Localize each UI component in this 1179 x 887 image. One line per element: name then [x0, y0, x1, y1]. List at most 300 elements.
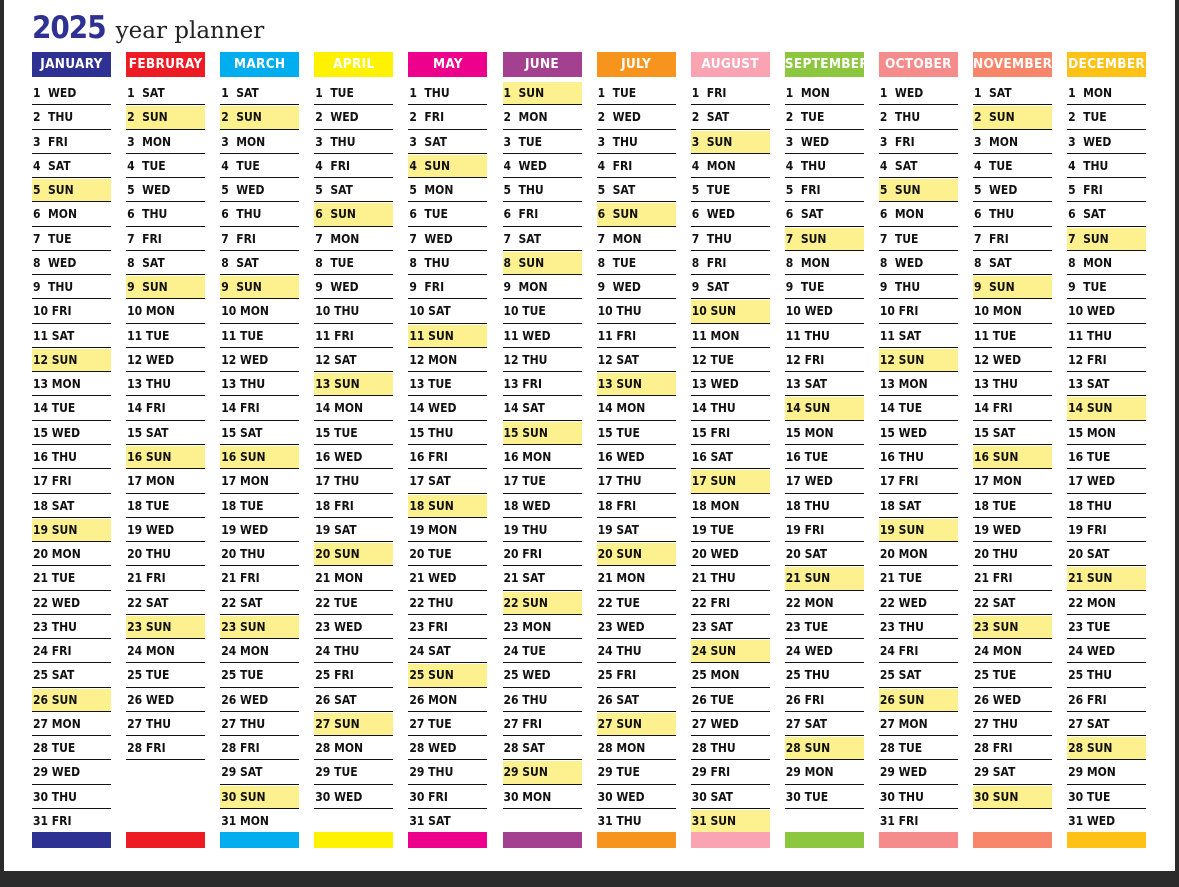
day-row: 25 MON	[691, 664, 770, 687]
day-row: 24 THU	[314, 640, 393, 663]
day-row: 7 FRI	[973, 228, 1052, 251]
day-row: 6 SUN	[314, 203, 393, 226]
day-row: 18 TUE	[220, 495, 299, 518]
day-row: 15 FRI	[691, 422, 770, 445]
day-row: 3 TUE	[503, 131, 582, 154]
day-row: 28 SUN	[1067, 737, 1146, 760]
day-row: 25 THU	[785, 664, 864, 687]
day-row: 24 SAT	[408, 640, 487, 663]
day-row: 1 MON	[1067, 82, 1146, 105]
day-row: 4 THU	[1067, 155, 1146, 178]
day-list	[126, 82, 205, 760]
day-row: 4 TUE	[220, 155, 299, 178]
day-row: 23 WED	[597, 616, 676, 639]
day-row: 2 SUN	[126, 106, 205, 129]
day-row: 11 SUN	[408, 325, 487, 348]
day-row: 11 TUE	[220, 325, 299, 348]
day-row: 20 THU	[126, 543, 205, 566]
day-row: 20 THU	[220, 543, 299, 566]
day-row: 1 WED	[879, 82, 958, 105]
day-row: 21 FRI	[126, 567, 205, 590]
day-row: 22 SAT	[126, 592, 205, 615]
day-row: 3 FRI	[879, 131, 958, 154]
day-row: 31 FRI	[32, 810, 111, 833]
day-row: 12 THU	[503, 349, 582, 372]
day-row: 24 WED	[785, 640, 864, 663]
day-row: 22 MON	[1067, 592, 1146, 615]
day-row: 27 SUN	[314, 713, 393, 736]
day-row: 14 SUN	[1067, 397, 1146, 420]
day-row: 10 WED	[1067, 300, 1146, 323]
day-row: 7 WED	[408, 228, 487, 251]
day-row: 10 FRI	[879, 300, 958, 323]
day-row: 27 THU	[126, 713, 205, 736]
day-row: 5 WED	[973, 179, 1052, 202]
day-row: 8 TUE	[597, 252, 676, 275]
day-row: 10 MON	[126, 300, 205, 323]
day-row: 19 THU	[503, 519, 582, 542]
day-row: 26 SUN	[879, 689, 958, 712]
day-row: 22 SUN	[503, 592, 582, 615]
day-row: 6 WED	[691, 203, 770, 226]
month-column-march	[220, 52, 299, 834]
day-row: 19 SUN	[879, 519, 958, 542]
day-row: 23 THU	[32, 616, 111, 639]
day-row: 4 FRI	[314, 155, 393, 178]
day-row: 23 SUN	[220, 616, 299, 639]
day-row: 1 THU	[408, 82, 487, 105]
day-row: 9 THU	[32, 276, 111, 299]
day-row: 31 THU	[597, 810, 676, 833]
day-row: 25 WED	[503, 664, 582, 687]
day-row: 16 SUN	[220, 446, 299, 469]
day-row: 9 WED	[597, 276, 676, 299]
day-row: 6 THU	[126, 203, 205, 226]
day-row: 15 WED	[879, 422, 958, 445]
day-row: 30 WED	[597, 786, 676, 809]
day-row: 28 THU	[691, 737, 770, 760]
day-row: 4 TUE	[973, 155, 1052, 178]
day-row: 16 FRI	[408, 446, 487, 469]
day-row: 6 SAT	[1067, 203, 1146, 226]
day-row: 1 SAT	[220, 82, 299, 105]
day-row: 26 SUN	[32, 689, 111, 712]
month-header: MAY	[408, 52, 487, 77]
day-row: 2 WED	[597, 106, 676, 129]
day-row: 29 THU	[408, 761, 487, 784]
day-row: 20 MON	[32, 543, 111, 566]
day-row: 30 SUN	[973, 786, 1052, 809]
month-footer-bar	[597, 832, 676, 848]
month-footer-bar	[1067, 832, 1146, 848]
day-row: 29 SUN	[503, 761, 582, 784]
day-row: 12 WED	[973, 349, 1052, 372]
day-row: 6 MON	[879, 203, 958, 226]
day-row: 30 THU	[32, 786, 111, 809]
day-row: 24 SUN	[691, 640, 770, 663]
day-row: 23 TUE	[785, 616, 864, 639]
day-row: 12 SAT	[314, 349, 393, 372]
day-row: 2 THU	[32, 106, 111, 129]
day-row: 4 TUE	[126, 155, 205, 178]
day-row: 27 SAT	[1067, 713, 1146, 736]
day-row: 15 MON	[785, 422, 864, 445]
month-footer-bar	[691, 832, 770, 848]
day-row: 2 THU	[879, 106, 958, 129]
day-row: 30 WED	[314, 786, 393, 809]
day-row: 17 THU	[597, 470, 676, 493]
day-row: 30 THU	[879, 786, 958, 809]
day-row: 23 THU	[879, 616, 958, 639]
day-row: 27 MON	[879, 713, 958, 736]
day-row: 13 SUN	[597, 373, 676, 396]
day-row: 11 THU	[1067, 325, 1146, 348]
day-row: 21 MON	[597, 567, 676, 590]
month-footer-bar	[220, 832, 299, 848]
day-row: 7 SUN	[785, 228, 864, 251]
day-row: 4 MON	[691, 155, 770, 178]
day-row: 24 FRI	[32, 640, 111, 663]
day-row: 27 TUE	[408, 713, 487, 736]
day-row: 30 TUE	[1067, 786, 1146, 809]
day-row: 3 SUN	[691, 131, 770, 154]
day-row: 14 THU	[691, 397, 770, 420]
day-row: 6 THU	[973, 203, 1052, 226]
day-row: 5 TUE	[691, 179, 770, 202]
day-row: 24 THU	[597, 640, 676, 663]
day-row: 28 SAT	[503, 737, 582, 760]
day-row: 11 FRI	[314, 325, 393, 348]
day-row: 10 SAT	[408, 300, 487, 323]
day-row: 7 TUE	[32, 228, 111, 251]
day-row: 20 SUN	[597, 543, 676, 566]
day-row: 12 SUN	[879, 349, 958, 372]
day-row: 12 WED	[220, 349, 299, 372]
day-list	[691, 82, 770, 833]
day-row: 28 MON	[314, 737, 393, 760]
day-list	[314, 82, 393, 809]
month-footer-bar	[126, 832, 205, 848]
day-row: 21 WED	[408, 567, 487, 590]
day-row: 30 MON	[503, 786, 582, 809]
day-list	[220, 82, 299, 833]
day-row: 14 WED	[408, 397, 487, 420]
day-row: 2 FRI	[408, 106, 487, 129]
day-row: 26 MON	[408, 689, 487, 712]
day-row: 15 SAT	[126, 422, 205, 445]
day-row: 13 WED	[691, 373, 770, 396]
day-row: 20 SAT	[785, 543, 864, 566]
day-row: 31 MON	[220, 810, 299, 833]
day-row: 8 SAT	[973, 252, 1052, 275]
month-header: FEBRURAY	[126, 52, 205, 77]
day-row: 23 MON	[503, 616, 582, 639]
day-row: 18 THU	[1067, 495, 1146, 518]
day-row: 5 WED	[126, 179, 205, 202]
day-row: 14 TUE	[879, 397, 958, 420]
day-row: 17 SAT	[408, 470, 487, 493]
day-row: 25 THU	[1067, 664, 1146, 687]
day-row: 17 FRI	[32, 470, 111, 493]
day-row: 5 SAT	[597, 179, 676, 202]
day-row: 23 FRI	[408, 616, 487, 639]
day-row: 10 MON	[973, 300, 1052, 323]
day-row: 5 MON	[408, 179, 487, 202]
day-row: 19 MON	[408, 519, 487, 542]
day-row: 18 FRI	[314, 495, 393, 518]
day-row: 28 SUN	[785, 737, 864, 760]
day-row: 16 TUE	[1067, 446, 1146, 469]
month-footer-bar	[503, 832, 582, 848]
day-row: 4 FRI	[597, 155, 676, 178]
day-row: 11 MON	[691, 325, 770, 348]
day-row: 16 WED	[314, 446, 393, 469]
day-row: 7 FRI	[126, 228, 205, 251]
day-row: 28 FRI	[973, 737, 1052, 760]
month-column-september	[784, 52, 870, 810]
day-row: 14 FRI	[973, 397, 1052, 420]
day-row: 25 TUE	[126, 664, 205, 687]
day-row: 27 MON	[32, 713, 111, 736]
day-row: 25 SAT	[879, 664, 958, 687]
day-row: 12 SUN	[32, 349, 111, 372]
day-row: 19 SUN	[32, 519, 111, 542]
day-row: 26 THU	[503, 689, 582, 712]
day-row: 3 MON	[220, 131, 299, 154]
day-row: 9 SUN	[126, 276, 205, 299]
day-row: 10 SUN	[691, 300, 770, 323]
day-row: 3 THU	[597, 131, 676, 154]
day-row: 8 SAT	[220, 252, 299, 275]
day-row: 8 TUE	[314, 252, 393, 275]
day-row: 18 TUE	[126, 495, 205, 518]
day-row: 19 FRI	[1067, 519, 1146, 542]
day-list	[408, 82, 487, 833]
day-row: 3 WED	[785, 131, 864, 154]
day-row: 11 SAT	[879, 325, 958, 348]
day-row: 5 SAT	[314, 179, 393, 202]
planner-title	[32, 10, 264, 50]
day-row: 19 FRI	[785, 519, 864, 542]
day-row: 25 SAT	[32, 664, 111, 687]
day-row: 31 WED	[1067, 810, 1146, 833]
day-row: 31 SUN	[691, 810, 770, 833]
month-header: OCTOBER	[879, 52, 958, 77]
day-row: 17 WED	[1067, 470, 1146, 493]
day-row: 29 SAT	[973, 761, 1052, 784]
day-row: 10 WED	[785, 300, 864, 323]
day-row: 17 TUE	[503, 470, 582, 493]
day-row: 16 THU	[879, 446, 958, 469]
day-row: 27 WED	[691, 713, 770, 736]
day-row: 31 FRI	[879, 810, 958, 833]
day-row: 6 SUN	[597, 203, 676, 226]
day-row: 24 FRI	[879, 640, 958, 663]
day-row: 30 FRI	[408, 786, 487, 809]
month-column-june	[503, 52, 582, 810]
day-row: 2 SUN	[220, 106, 299, 129]
month-header: APRIL	[314, 52, 393, 77]
day-row: 26 FRI	[785, 689, 864, 712]
day-row: 4 WED	[503, 155, 582, 178]
day-row: 20 SAT	[1067, 543, 1146, 566]
day-row: 15 THU	[408, 422, 487, 445]
day-row: 9 SAT	[691, 276, 770, 299]
day-row: 19 WED	[126, 519, 205, 542]
day-row: 13 SAT	[785, 373, 864, 396]
day-row: 29 MON	[1067, 761, 1146, 784]
day-row: 12 FRI	[1067, 349, 1146, 372]
day-list	[503, 82, 582, 809]
month-footer-bar	[785, 832, 864, 848]
day-row: 26 SAT	[314, 689, 393, 712]
day-row: 4 SAT	[32, 155, 111, 178]
day-row: 6 MON	[32, 203, 111, 226]
day-row: 18 WED	[503, 495, 582, 518]
day-row: 21 SUN	[785, 567, 864, 590]
day-row: 17 MON	[126, 470, 205, 493]
day-row: 14 SUN	[785, 397, 864, 420]
day-row: 5 THU	[503, 179, 582, 202]
day-row: 21 FRI	[220, 567, 299, 590]
day-row: 9 THU	[879, 276, 958, 299]
day-row: 4 THU	[785, 155, 864, 178]
day-row: 24 MON	[973, 640, 1052, 663]
day-row: 2 SUN	[973, 106, 1052, 129]
day-row: 7 TUE	[879, 228, 958, 251]
day-row: 16 MON	[503, 446, 582, 469]
month-header: MARCH	[220, 52, 299, 77]
day-row: 15 TUE	[597, 422, 676, 445]
day-row: 16 TUE	[785, 446, 864, 469]
day-row: 1 MON	[785, 82, 864, 105]
day-row: 28 MON	[597, 737, 676, 760]
day-row: 8 THU	[408, 252, 487, 275]
day-row: 28 FRI	[220, 737, 299, 760]
month-column-februray	[126, 52, 205, 761]
month-column-november	[973, 52, 1052, 810]
day-row: 5 SUN	[32, 179, 111, 202]
day-row: 25 FRI	[314, 664, 393, 687]
day-row: 3 FRI	[32, 131, 111, 154]
day-row: 8 FRI	[691, 252, 770, 275]
day-row: 1 TUE	[314, 82, 393, 105]
day-row: 15 SAT	[220, 422, 299, 445]
day-row: 7 SAT	[503, 228, 582, 251]
day-row: 8 WED	[879, 252, 958, 275]
day-row: 19 SAT	[597, 519, 676, 542]
day-row: 27 THU	[973, 713, 1052, 736]
day-row: 20 MON	[879, 543, 958, 566]
day-row: 24 MON	[220, 640, 299, 663]
day-row: 27 SUN	[597, 713, 676, 736]
day-row: 15 TUE	[314, 422, 393, 445]
day-row: 23 SUN	[973, 616, 1052, 639]
day-row: 27 THU	[220, 713, 299, 736]
day-row: 16 THU	[32, 446, 111, 469]
day-row: 7 SUN	[1067, 228, 1146, 251]
day-row: 10 TUE	[503, 300, 582, 323]
day-row: 23 SUN	[126, 616, 205, 639]
day-row: 27 FRI	[503, 713, 582, 736]
month-column-april	[314, 52, 393, 810]
day-row: 30 SUN	[220, 786, 299, 809]
day-row: 19 SAT	[314, 519, 393, 542]
day-row: 19 WED	[220, 519, 299, 542]
day-row: 23 TUE	[1067, 616, 1146, 639]
day-row: 1 TUE	[597, 82, 676, 105]
day-row: 21 FRI	[973, 567, 1052, 590]
day-row: 22 MON	[785, 592, 864, 615]
day-row: 24 WED	[1067, 640, 1146, 663]
day-row: 13 THU	[973, 373, 1052, 396]
day-row: 12 SAT	[597, 349, 676, 372]
day-row: 25 SUN	[408, 664, 487, 687]
day-row: 17 WED	[785, 470, 864, 493]
day-row: 11 SAT	[32, 325, 111, 348]
day-row: 29 TUE	[597, 761, 676, 784]
day-row: 19 WED	[973, 519, 1052, 542]
title-label: year planner	[115, 18, 265, 44]
day-row: 21 TUE	[32, 567, 111, 590]
day-row: 23 WED	[314, 616, 393, 639]
day-row: 18 TUE	[973, 495, 1052, 518]
day-row: 29 FRI	[691, 761, 770, 784]
day-row: 17 MON	[973, 470, 1052, 493]
day-row: 28 WED	[408, 737, 487, 760]
day-row: 12 MON	[408, 349, 487, 372]
day-row: 17 THU	[314, 470, 393, 493]
day-row: 14 MON	[314, 397, 393, 420]
day-row: 25 FRI	[597, 664, 676, 687]
day-row: 6 TUE	[408, 203, 487, 226]
day-row: 12 FRI	[785, 349, 864, 372]
day-row: 22 SAT	[220, 592, 299, 615]
day-row: 15 WED	[32, 422, 111, 445]
day-row: 13 THU	[220, 373, 299, 396]
day-row: 18 FRI	[597, 495, 676, 518]
day-list	[879, 82, 958, 833]
day-row: 26 TUE	[691, 689, 770, 712]
day-row: 16 WED	[597, 446, 676, 469]
day-row: 28 TUE	[879, 737, 958, 760]
day-row: 9 TUE	[785, 276, 864, 299]
day-row: 5 WED	[220, 179, 299, 202]
day-row: 26 SAT	[597, 689, 676, 712]
day-row: 17 MON	[220, 470, 299, 493]
title-year: 2025	[32, 10, 106, 46]
day-row: 13 SAT	[1067, 373, 1146, 396]
day-row: 15 MON	[1067, 422, 1146, 445]
day-row: 10 MON	[220, 300, 299, 323]
day-row: 2 WED	[314, 106, 393, 129]
day-row: 29 MON	[785, 761, 864, 784]
day-row: 1 SAT	[126, 82, 205, 105]
month-header: JANUARY	[32, 52, 111, 77]
day-row: 26 FRI	[1067, 689, 1146, 712]
month-column-october	[879, 52, 958, 834]
day-row: 20 SUN	[314, 543, 393, 566]
day-row: 15 SUN	[503, 422, 582, 445]
day-row: 23 SAT	[691, 616, 770, 639]
day-row: 18 SAT	[32, 495, 111, 518]
day-row: 5 SUN	[879, 179, 958, 202]
day-row: 14 FRI	[220, 397, 299, 420]
day-row: 6 SAT	[785, 203, 864, 226]
day-row: 9 WED	[314, 276, 393, 299]
day-row: 22 WED	[879, 592, 958, 615]
day-list	[1067, 82, 1146, 833]
